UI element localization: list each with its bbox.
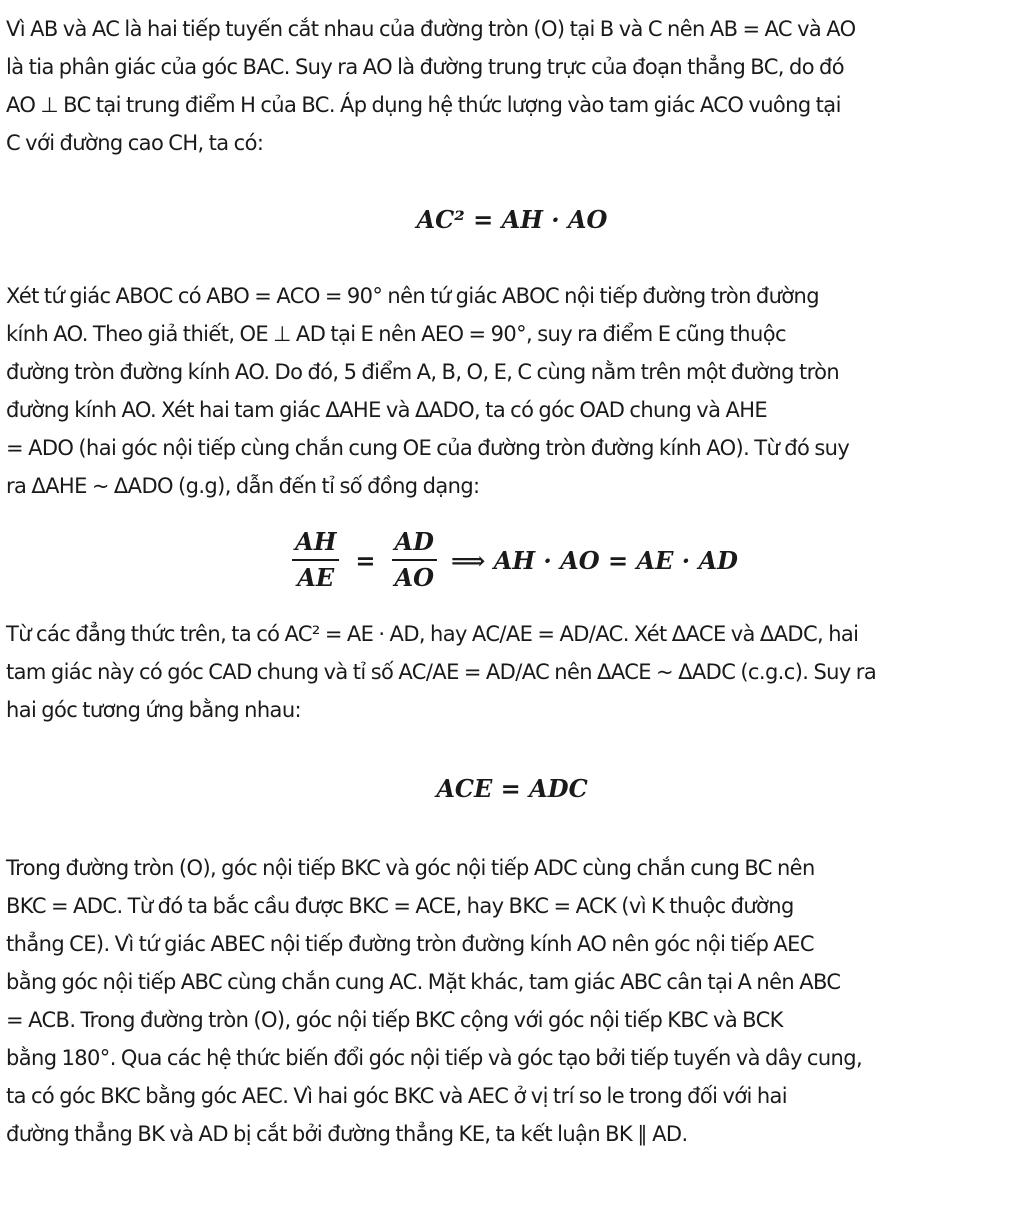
equation-ac-squared: AC² = AH · AO [416,205,608,234]
paragraph-3 [6,615,1018,729]
fraction-denominator: AE [297,563,335,592]
fraction-denominator: AO [394,563,435,592]
text-line: BKC = ADC. Từ đó ta bắc cầu được BKC = ACE, hay BKC = ACK (vì K thuộc đường [6,894,794,918]
text-line: ra ΔAHE ~ ΔADO (g.g), dẫn đến tỉ số đồng dạng: [6,474,480,498]
text-line: = ADO (hai góc nội tiếp cùng chắn cung OE của đường tròn đường kính AO). Từ đó suy [6,436,850,460]
text-line: Từ các đẳng thức trên, ta có AC² = AE · AD, hay AC/AE = AD/AC. Xét ΔACE và ΔADC, hai [6,622,859,646]
paragraph-1 [6,10,1018,162]
fraction-ah-ae [292,525,339,595]
text-line: đường thẳng BK và AD bị cắt bởi đường thẳng KE, ta kết luận BK ∥ AD. [6,1122,688,1146]
text-line: bằng góc nội tiếp ABC cùng chắn cung AC. Mặt khác, tam giác ABC cân tại A nên ABC [6,970,841,994]
text-line: là tia phân giác của góc BAC. Suy ra AO là đường trung trực của đoạn thẳng BC, do đó [6,55,844,79]
equation-angle-equality: ACE = ADC [436,774,588,803]
text-line: = ACB. Trong đường tròn (O), góc nội tiếp BKC cộng với góc nội tiếp KBC và BCK [6,1008,783,1032]
text-line: AO ⊥ BC tại trung điểm H của BC. Áp dụng hệ thức lượng vào tam giác ACO vuông tại [6,93,841,117]
text-line: đường tròn đường kính AO. Do đó, 5 điểm A, B, O, E, C cùng nằm trên một đường tròn [6,360,840,384]
text-line: kính AO. Theo giả thiết, OE ⊥ AD tại E nên AEO = 90°, suy ra điểm E cũng thuộc [6,322,786,346]
equation-implication: ⟹ AH · AO = AE · AD [451,545,738,575]
fraction-ad-ao [391,525,437,595]
text-line: hai góc tương ứng bằng nhau: [6,698,302,722]
text-line: Trong đường tròn (O), góc nội tiếp BKC và góc nội tiếp ADC cùng chắn cung BC nên [6,856,815,880]
text-line: bằng 180°. Qua các hệ thức biến đổi góc nội tiếp và góc tạo bởi tiếp tuyến và dây cung, [6,1046,863,1070]
text-line: Xét tứ giác ABOC có ABO = ACO = 90° nên tứ giác ABOC nội tiếp đường tròn đường [6,284,819,308]
equals-sign: = [355,545,376,575]
text-line: thẳng CE). Vì tứ giác ABEC nội tiếp đường tròn đường kính AO nên góc nội tiếp AEC [6,932,814,956]
fraction-numerator: AD [392,525,437,561]
text-line: tam giác này có góc CAD chung và tỉ số AC/AE = AD/AC nên ΔACE ~ ΔADC (c.g.c). Suy ra [6,660,877,684]
paragraph-4 [6,849,1018,1153]
text-line: Vì AB và AC là hai tiếp tuyến cắt nhau của đường tròn (O) tại B và C nên AB = AC và AO [6,17,856,41]
text-line: ta có góc BKC bằng góc AEC. Vì hai góc BKC và AEC ở vị trí so le trong đối với hai [6,1084,788,1108]
equation-similarity-ratio [6,505,1018,615]
paragraph-2 [6,277,1018,505]
text-line: C với đường cao CH, ta có: [6,131,264,155]
fraction-numerator: AH [292,525,339,561]
text-line: đường kính AO. Xét hai tam giác ΔAHE và ΔADO, ta có góc OAD chung và AHE [6,398,768,422]
